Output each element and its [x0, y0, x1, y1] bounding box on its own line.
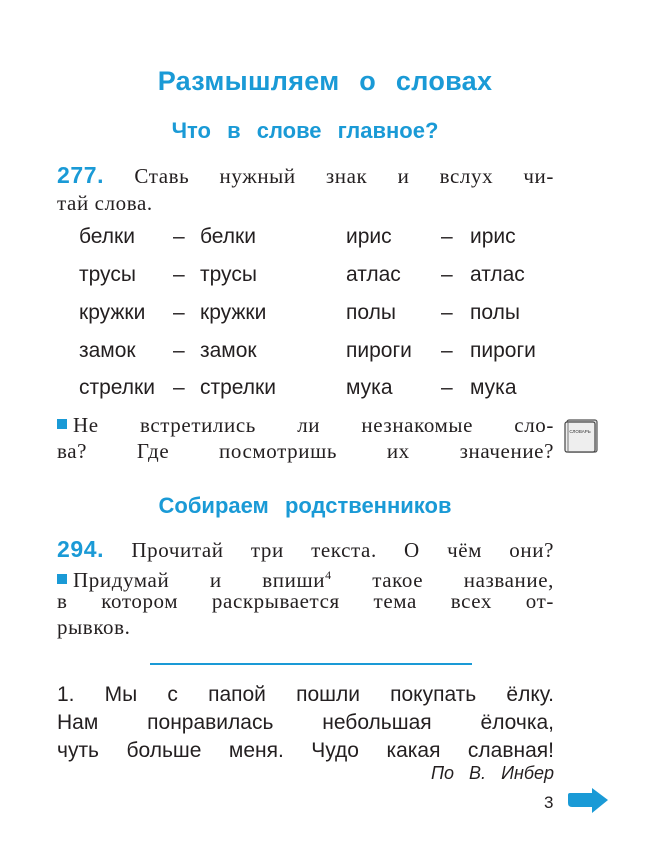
reading-line1: 1. Мы с папой пошли покупать ёлку.: [57, 683, 554, 706]
word-right-b: мука: [470, 376, 517, 399]
exercise-number: 294.: [57, 536, 105, 562]
reading-line2: Нам понравилась небольшая ёлочка,: [57, 711, 554, 734]
word-left-a: белки: [79, 225, 135, 248]
instruction-part: такое название,: [331, 568, 554, 592]
exercise-294-line3: в котором раскрывается тема всех от-: [57, 589, 554, 613]
page-number: 3: [544, 793, 554, 812]
dash: –: [441, 376, 453, 399]
answer-write-line[interactable]: [150, 663, 472, 665]
word-left-b: замок: [200, 339, 257, 362]
word-right-b: пироги: [470, 339, 536, 362]
square-bullet-icon: [57, 419, 67, 429]
reading-line3: чуть больше меня. Чудо какая славная!: [57, 739, 554, 762]
word-right-a: атлас: [346, 263, 401, 286]
word-left-b: трусы: [200, 263, 257, 286]
dash: –: [441, 339, 453, 362]
dash: –: [173, 301, 185, 324]
word-left-b: белки: [200, 225, 256, 248]
exercise-294-line4: рывков.: [57, 615, 131, 639]
word-right-a: мука: [346, 376, 393, 399]
question-line2: ва? Где посмотришь их значение?: [57, 439, 554, 463]
word-right-b: атлас: [470, 263, 525, 286]
word-left-a: стрелки: [79, 376, 155, 399]
square-bullet-icon: [57, 574, 67, 584]
footnote-marker: 4: [325, 568, 332, 582]
exercise-instruction: Прочитай три текста. О чём они?: [131, 538, 554, 562]
word-right-b: ирис: [470, 225, 516, 248]
section-title: Собираем родственников: [158, 493, 452, 518]
dash: –: [173, 225, 185, 248]
word-right-b: полы: [470, 301, 520, 324]
author-attribution: По В. Инбер: [431, 763, 554, 783]
word-pairs-table: [0, 0, 650, 420]
dash: –: [173, 339, 185, 362]
dictionary-label: СЛОВАРЬ: [569, 429, 591, 434]
exercise-instruction: Ставь нужный знак и вслух чи-: [134, 164, 554, 188]
question-line1: [57, 412, 554, 438]
word-right-a: полы: [346, 301, 396, 324]
dash: –: [173, 376, 185, 399]
dictionary-book-icon: [564, 418, 600, 459]
dash: –: [441, 225, 453, 248]
dash: –: [441, 301, 453, 324]
word-right-a: пироги: [346, 339, 412, 362]
dash: –: [441, 263, 453, 286]
question-text: Не встретились ли незнакомые сло-: [73, 413, 554, 437]
dash: –: [173, 263, 185, 286]
exercise-number: 277.: [57, 162, 105, 188]
page-subtitle: Что в слове главное?: [171, 118, 439, 143]
word-left-a: замок: [79, 339, 136, 362]
word-right-a: ирис: [346, 225, 392, 248]
word-left-b: кружки: [200, 301, 267, 324]
next-page-arrow-icon[interactable]: [566, 787, 610, 820]
exercise-294-line1: [57, 536, 554, 563]
exercise-277-line2: тай слова.: [57, 191, 153, 215]
word-left-b: стрелки: [200, 376, 276, 399]
page-title: Размышляем о словах: [157, 66, 493, 96]
instruction-part: Придумай и впиши: [73, 568, 326, 592]
word-left-a: кружки: [79, 301, 146, 324]
word-left-a: трусы: [79, 263, 136, 286]
